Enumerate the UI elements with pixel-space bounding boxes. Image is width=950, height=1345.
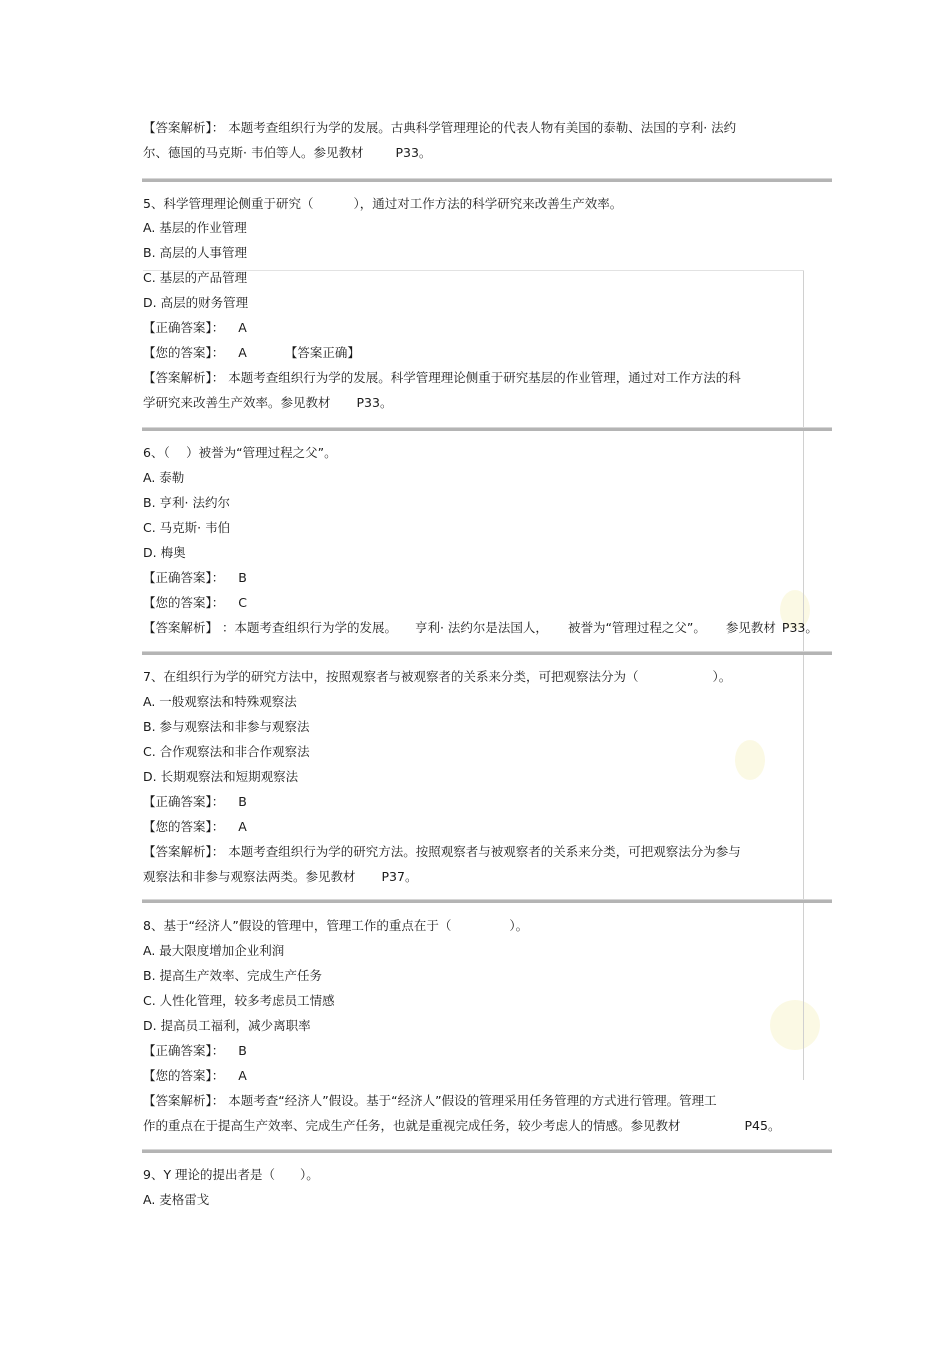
q8-option-a: A. 最大限度增加企业利润 (143, 943, 285, 958)
question-divider (142, 1149, 832, 1153)
q6-option-c: C. 马克斯· 韦伯 (143, 520, 231, 535)
q6-explanation-line-1: 【答案解析】 ：本题考查组织行为学的发展。 亨利· 法约尔是法国人， 被誉为“管理过程之父”。 参见教材 P33。 (143, 620, 818, 635)
q5-option-d: D. 高层的财务管理 (143, 295, 249, 310)
q5-stem: 5、科学管理理论侧重于研究（ ），通过对工作方法的科学研究来改善生产效率。 (143, 196, 623, 211)
q7-your-answer: 【您的答案】： A (143, 819, 247, 834)
q4-page-ref: P33。 (395, 145, 432, 160)
q8-explanation-line-1: 【答案解析】： 本题考查“经济人”假设。基于“经济人”假设的管理采用任务管理的方式进行管理。管理工 (143, 1093, 717, 1108)
q4-explanation-line-2: 尔、德国的马克斯· 韦伯等人。参见教材 P33。 (143, 145, 432, 160)
q6-option-b: B. 亨利· 法约尔 (143, 495, 230, 510)
q8-correct-answer: 【正确答案】： B (143, 1043, 247, 1058)
q8-stem: 8、基于“经济人”假设的管理中，管理工作的重点在于（ ）。 (143, 918, 529, 933)
q6-your-answer: 【您的答案】： C (143, 595, 247, 610)
q7-option-a: A. 一般观察法和特殊观察法 (143, 694, 297, 709)
q5-correct-answer: 【正确答案】： A (143, 320, 247, 335)
q8-option-c: C. 人性化管理，较多考虑员工情感 (143, 993, 335, 1008)
q8-explanation-line-2: 作的重点在于提高生产效率、完成生产任务，也就是重视完成任务，较少考虑人的情感。参见教材 P45。 (143, 1118, 781, 1133)
q4-explanation-line-1: 【答案解析】： 本题考查组织行为学的发展。古典科学管理理论的代表人物有美国的泰勒、法国的亨利· 法约 (143, 120, 737, 135)
q5-page-ref: P33。 (356, 395, 393, 410)
background-decoration (770, 1000, 820, 1050)
q9-option-a: A. 麦格雷戈 (143, 1192, 210, 1207)
question-divider (142, 427, 832, 431)
q8-page-ref: P45。 (744, 1118, 781, 1133)
q5-explanation-line-2: 学研究来改善生产效率。参见教材 P33。 (143, 395, 393, 410)
q7-explanation-line-2: 观察法和非参与观察法两类。参见教材 P37。 (143, 869, 418, 884)
q7-correct-answer: 【正确答案】： B (143, 794, 247, 809)
question-divider (142, 178, 832, 182)
q7-page-ref: P37。 (381, 869, 418, 884)
q6-stem: 6、（ ）被誉为“管理过程之父”。 (143, 445, 337, 460)
q5-option-c: C. 基层的产品管理 (143, 270, 248, 285)
q8-option-d: D. 提高员工福利，减少离职率 (143, 1018, 311, 1033)
background-decoration (735, 740, 765, 780)
q6-page-ref: P33。 (781, 620, 818, 635)
question-divider (142, 899, 832, 903)
q8-your-answer: 【您的答案】： A (143, 1068, 247, 1083)
q5-option-b: B. 高层的人事管理 (143, 245, 248, 260)
q5-option-a: A. 基层的作业管理 (143, 220, 247, 235)
q8-option-b: B. 提高生产效率、完成生产任务 (143, 968, 323, 983)
q6-correct-answer: 【正确答案】： B (143, 570, 247, 585)
q9-stem: 9、Y 理论的提出者是（ ）。 (143, 1167, 319, 1182)
frame-line (803, 270, 804, 1080)
q5-verdict: 【答案正确】 (284, 345, 360, 360)
q5-your-answer: 【您的答案】： A 【答案正确】 (143, 345, 360, 360)
q7-option-d: D. 长期观察法和短期观察法 (143, 769, 299, 784)
q7-stem: 7、在组织行为学的研究方法中，按照观察者与被观察者的关系来分类，可把观察法分为（ ）。 (143, 669, 732, 684)
q6-option-a: A. 泰勒 (143, 470, 185, 485)
q7-option-c: C. 合作观察法和非合作观察法 (143, 744, 310, 759)
q6-option-d: D. 梅奥 (143, 545, 186, 560)
q5-explanation-line-1: 【答案解析】： 本题考查组织行为学的发展。科学管理理论侧重于研究基层的作业管理，通过对工作方法的科 (143, 370, 741, 385)
q7-option-b: B. 参与观察法和非参与观察法 (143, 719, 310, 734)
question-divider (142, 651, 832, 655)
q7-explanation-line-1: 【答案解析】： 本题考查组织行为学的研究方法。按照观察者与被观察者的关系来分类，可把观察法分为参与 (143, 844, 741, 859)
